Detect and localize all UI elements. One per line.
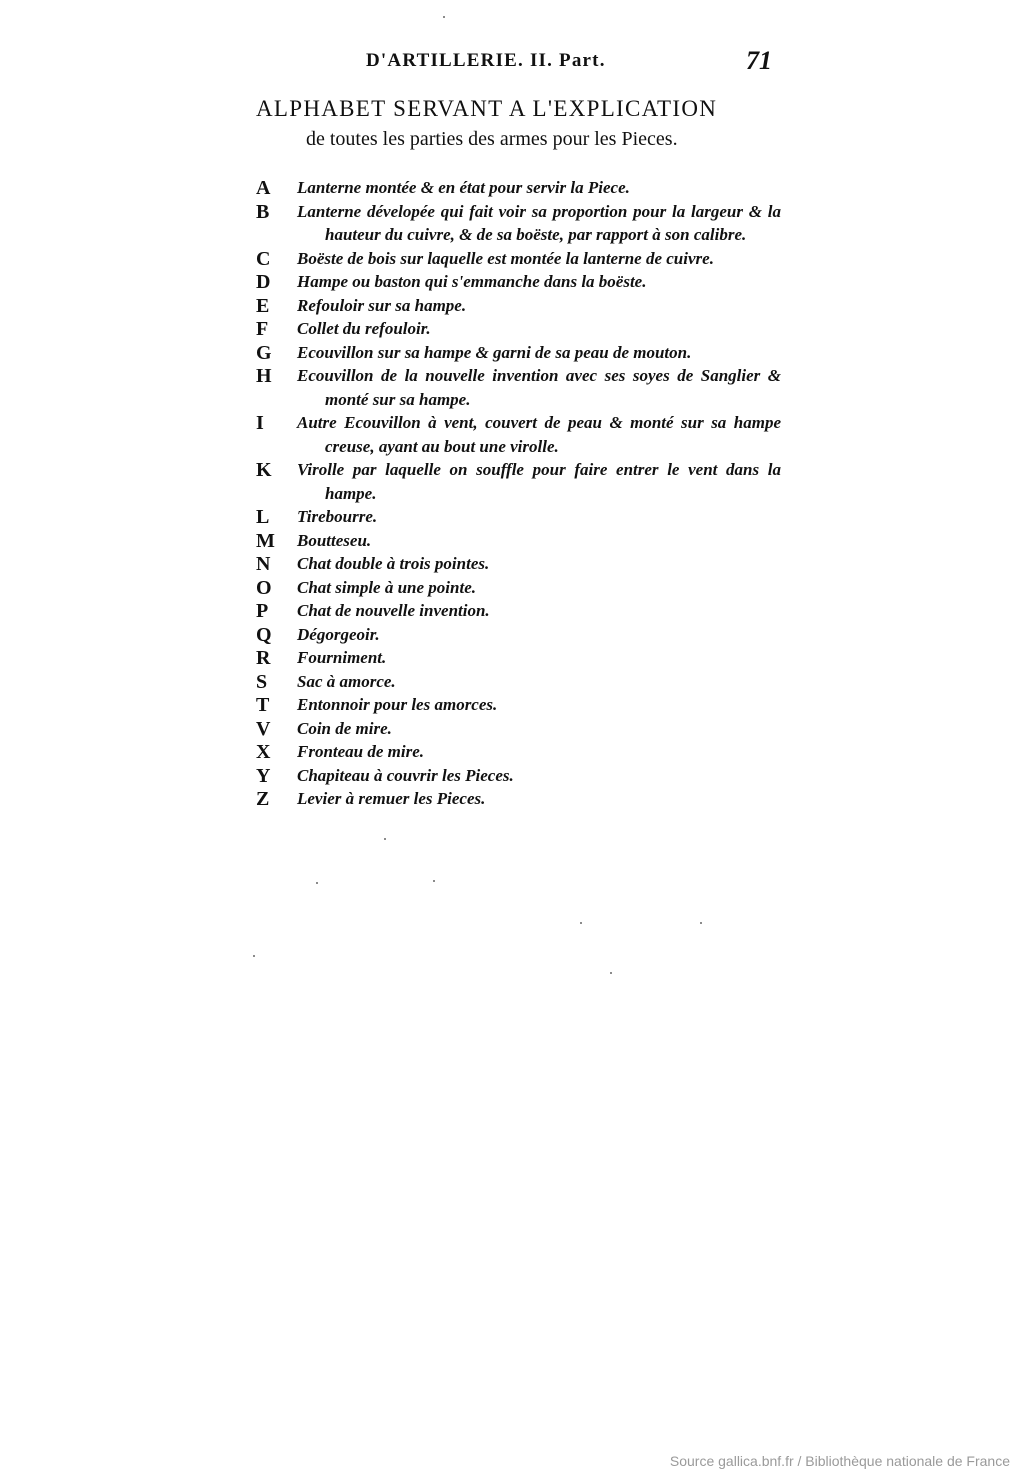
- scan-speck: [253, 955, 255, 957]
- source-credit: Source gallica.bnf.fr / Bibliothèque nationale de France: [669, 1453, 1010, 1469]
- entry-letter: D: [256, 271, 271, 293]
- entry-text: Autre Ecouvillon à vent, couvert de peau & monté sur sa hampe creuse, ayant au bout une virolle.: [297, 413, 781, 456]
- list-item: [256, 200, 781, 247]
- entry-text: Tirebourre.: [297, 507, 378, 526]
- entry-letter: H: [256, 365, 272, 387]
- list-item: [256, 294, 781, 318]
- entry-letter: E: [256, 294, 270, 317]
- scan-speck: [700, 922, 702, 924]
- entry-text: Lanterne dévelopée qui fait voir sa proportion pour la largeur & la hauteur du cuivre, & de sa boëste, par rapport à son calibre.: [297, 201, 781, 244]
- entry-text: Fronteau de mire.: [297, 742, 425, 761]
- scan-speck: [610, 972, 612, 974]
- list-item: [256, 529, 781, 553]
- list-item: [256, 670, 781, 694]
- list-item: [256, 505, 781, 529]
- alphabet-list: [256, 176, 781, 811]
- entry-text: Chat double à trois pointes.: [297, 554, 490, 573]
- entry-text: Collet du refouloir.: [297, 319, 431, 338]
- entry-letter: I: [256, 412, 264, 434]
- entry-text: Entonnoir pour les amorces.: [297, 695, 498, 714]
- running-head: [366, 46, 776, 80]
- list-item: [256, 764, 781, 788]
- entry-text: Fourniment.: [297, 648, 387, 667]
- list-item: [256, 176, 781, 200]
- entry-letter: Q: [256, 623, 272, 646]
- entry-text: Coin de mire.: [297, 718, 392, 738]
- entry-text: Levier à remuer les Pieces.: [297, 789, 486, 808]
- entry-text: Boutteseu.: [297, 530, 372, 550]
- list-item: [256, 717, 781, 741]
- page-subtitle: de toutes les parties des armes pour les Pieces.: [306, 128, 678, 150]
- list-item: [256, 411, 781, 458]
- list-item: [256, 341, 781, 365]
- entry-letter: L: [256, 506, 270, 528]
- list-item: [256, 787, 781, 811]
- entry-letter: F: [256, 318, 269, 340]
- entry-text: Chat simple à une pointe.: [297, 577, 476, 597]
- scan-speck: [384, 838, 386, 840]
- entry-letter: B: [256, 200, 270, 223]
- entry-letter: G: [256, 341, 272, 364]
- scan-speck: [580, 922, 582, 924]
- list-item: [256, 646, 781, 670]
- entry-letter: P: [256, 600, 269, 622]
- entry-text: Ecouvillon de la nouvelle invention avec ses soyes de Sanglier & monté sur sa hampe.: [297, 366, 781, 409]
- entry-text: Lanterne montée & en état pour servir la Piece.: [297, 178, 630, 197]
- list-item: [256, 623, 781, 647]
- entry-letter: S: [256, 670, 268, 693]
- list-item: [256, 552, 781, 576]
- entry-text: Dégorgeoir.: [297, 624, 380, 644]
- entry-letter: Z: [256, 788, 270, 810]
- list-item: [256, 364, 781, 411]
- list-item: [256, 693, 781, 717]
- page-number: 71: [746, 46, 772, 75]
- list-item: [256, 740, 781, 764]
- scan-speck: [316, 882, 318, 884]
- entry-letter: R: [256, 647, 271, 669]
- entry-text: Boëste de bois sur laquelle est montée la lanterne de cuivre.: [297, 248, 714, 268]
- entry-text: Refouloir sur sa hampe.: [297, 295, 467, 315]
- entry-text: Hampe ou baston qui s'emmanche dans la boëste.: [297, 272, 647, 291]
- list-item: [256, 458, 781, 505]
- entry-letter: O: [256, 576, 272, 599]
- entry-letter: A: [256, 177, 271, 199]
- list-item: [256, 247, 781, 271]
- scan-speck: [433, 880, 435, 882]
- entry-text: Virolle par laquelle on souffle pour faire entrer le vent dans la hampe.: [297, 460, 781, 503]
- entry-letter: Y: [256, 764, 271, 787]
- entry-letter: T: [256, 694, 270, 716]
- entry-letter: X: [256, 741, 271, 763]
- entry-letter: C: [256, 247, 271, 270]
- entry-letter: M: [256, 529, 275, 552]
- list-item: [256, 576, 781, 600]
- list-item: [256, 270, 781, 294]
- scan-speck: [443, 16, 445, 18]
- entry-letter: K: [256, 459, 272, 481]
- entry-text: Sac à amorce.: [297, 671, 396, 691]
- list-item: [256, 599, 781, 623]
- running-head-title: D'ARTILLERIE. II. Part.: [366, 50, 606, 71]
- page-title: ALPHABET SERVANT A L'EXPLICATION: [256, 96, 718, 121]
- entry-text: Ecouvillon sur sa hampe & garni de sa peau de mouton.: [297, 342, 692, 362]
- entry-letter: N: [256, 553, 271, 575]
- entry-letter: V: [256, 717, 271, 740]
- entry-text: Chapiteau à couvrir les Pieces.: [297, 765, 514, 785]
- entry-text: Chat de nouvelle invention.: [297, 601, 490, 620]
- list-item: [256, 317, 781, 341]
